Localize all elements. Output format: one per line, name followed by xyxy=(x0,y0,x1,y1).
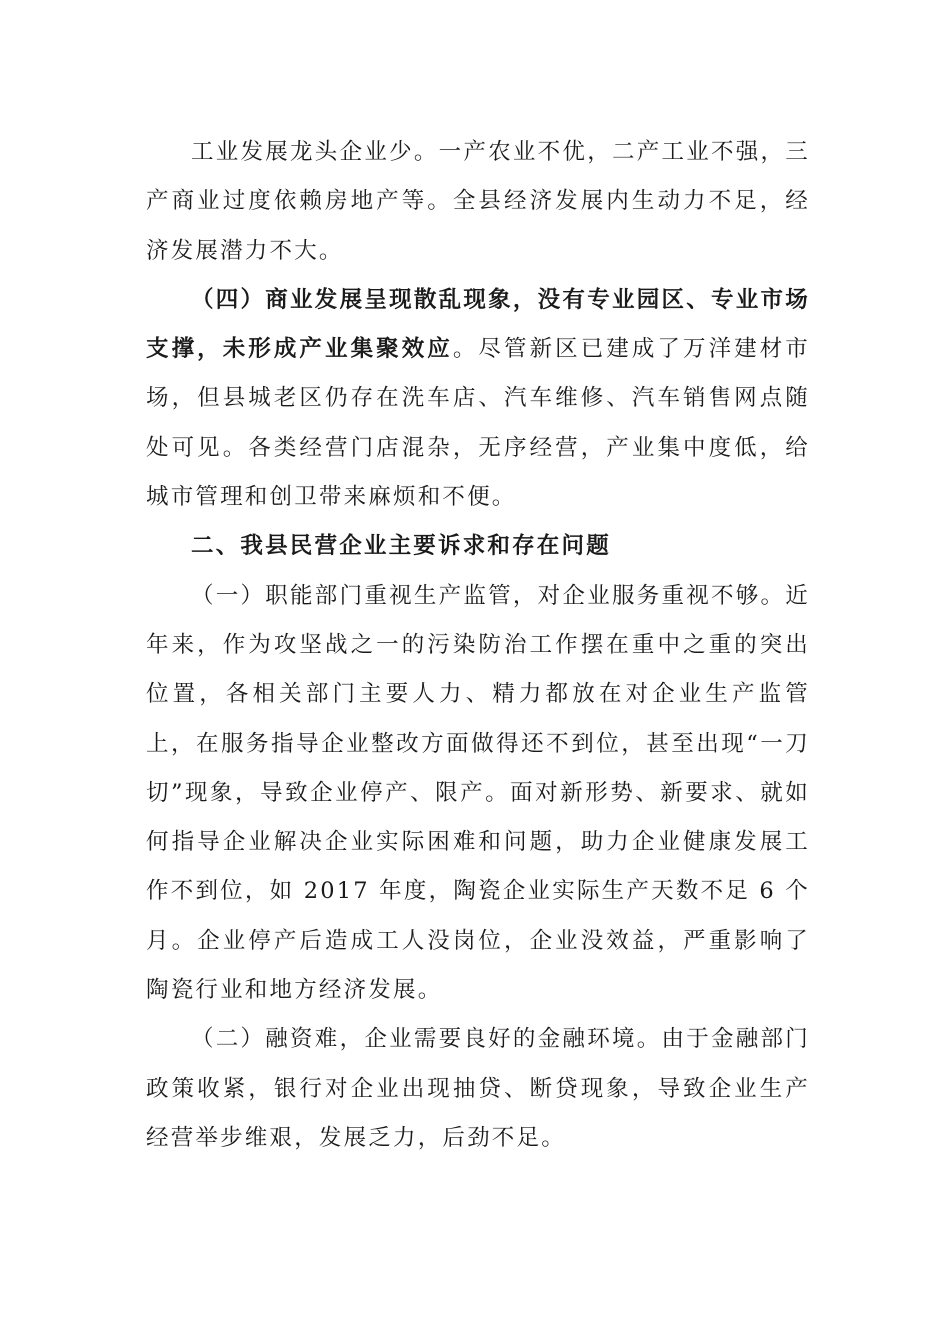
section-heading-enterprise-issues: 二、我县民营企业主要诉求和存在问题 xyxy=(191,533,611,560)
paragraph-industry-weakness: 工业发展龙头企业少。一产农业不优，二产工业不强，三产商业过度依赖房地产等。全县经济发展内生动力不足，经济发展潜力不大。 xyxy=(146,139,810,264)
paragraph-financing-difficulty: （二）融资难，企业需要良好的金融环境。由于金融部门政策收紧，银行对企业出现抽贷、断贷现象，导致企业生产经营举步维艰，发展乏力，后劲不足。 xyxy=(146,1026,810,1151)
paragraph-commerce-scattered-bold-lead: （四）商业发展呈现散乱现象，没有专业园区、专业市场支撑，未形成产业集聚效应 xyxy=(146,286,810,363)
paragraph-commerce-scattered-body: 。尽管新区已建成了万洋建材市场，但县城老区仍存在洗车店、汽车维修、汽车销售网点随处可见。各类经营门店混杂，无序经营，产业集中度低，给城市管理和创卫带来麻烦和不便。 xyxy=(146,336,810,511)
paragraph-commerce-scattered xyxy=(146,276,810,522)
paragraph-regulation-over-service: （一）职能部门重视生产监管，对企业服务重视不够。近年来，作为攻坚战之一的污染防治工作摆在重中之重的突出位置，各相关部门主要人力、精力都放在对企业生产监管上，在服务指导企业整改方面做得还不到位，甚至出现“一刀切”现象，导致企业停产、限产。面对新形势、新要求、就如何指导企业解决企业实际困难和问题，助力企业健康发展工作不到位，如 2017 年度，陶瓷企业实际生产天数不足 6 个月。企业停产后造成工人没岗位，企业没效益，严重影响了陶瓷行业和地方经济发展。 xyxy=(146,582,810,1004)
document-body xyxy=(146,128,810,1163)
